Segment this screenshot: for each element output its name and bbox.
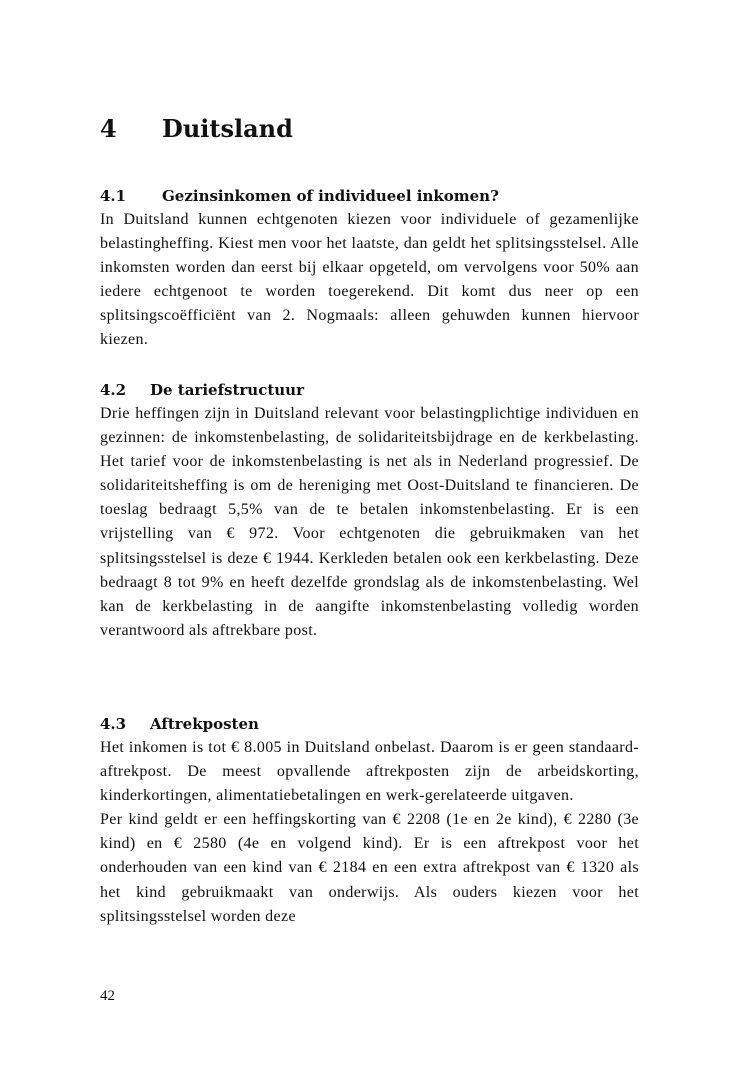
section-heading xyxy=(100,712,639,736)
section-title: De tariefstructuur xyxy=(150,381,304,399)
section-heading xyxy=(100,184,639,208)
section-paragraph: Per kind geldt er een heffingskorting van € 2208 (1e en 2e kind), € 2280 (3e kind) en € 2580 (4e en volgend kind). Er is een aftrekpost voor het onderhouden van een kind van € 2184 en een extra aftrekpost van € 1320 als het kind gebruikmaakt van onderwijs. Als ouders kiezen voor het splitsingsstelsel worden deze xyxy=(100,811,639,925)
section-4-3 xyxy=(100,712,639,929)
section-number: 4.3 xyxy=(100,715,127,733)
section-number: 4.2 xyxy=(100,381,127,399)
section-4-1 xyxy=(100,184,639,353)
section-heading xyxy=(100,378,639,402)
chapter-title: Duitsland xyxy=(162,114,293,143)
page-number: 42 xyxy=(100,988,115,1004)
section-4-2 xyxy=(100,378,639,643)
section-title: Aftrekposten xyxy=(150,715,259,733)
section-paragraph: Drie heffingen zijn in Duitsland relevant voor belastingplichtige individuen en gezinnen: de inkomstenbelasting, de solidariteitsbijdrage en de kerkbelasting. Het tarief voor de inkomstenbelasting is net als in Nederland progressief. De solidariteitsheffing is om de hereniging met Oost-Duitsland te financieren. De toeslag bedraagt 5,5% van de te betalen inkomstenbelasting. Er is een vrijstelling van € 972. Voor echtgenoten die gebruikmaken van het splitsingsstelsel is deze € 1944. Kerkleden betalen ook een kerkbelasting. Deze bedraagt 8 tot 9% en heeft dezelfde grondslag als de inkomstenbelasting. Wel kan de kerkbelasting in de aangifte inkomstenbelasting volledig worden verantwoord als aftrekbare post. xyxy=(100,405,639,639)
section-title: Gezinsinkomen of individueel inkomen? xyxy=(162,187,499,205)
section-number: 4.1 xyxy=(100,187,127,205)
section-paragraph: In Duitsland kunnen echtgenoten kiezen voor individuele of gezamenlijke belastingheffing. Kiest men voor het laatste, dan geldt het splitsingsstelsel. Alle inkomsten worden dan eerst bij elkaar opgeteld, om vervolgens voor 50% aan iedere echtgenoot te worden toegerekend. Dit komt dus neer op een splitsingscoëfficiënt van 2. Nogmaals: alleen gehuwden kunnen hiervoor kiezen. xyxy=(100,211,639,349)
chapter-number: 4 xyxy=(100,114,117,143)
chapter-heading xyxy=(100,114,293,143)
section-paragraph: Het inkomen is tot € 8.005 in Duitsland onbelast. Daarom is er geen standaard-aftrekpost. De meest opvallende aftrekposten zijn de arbeidskorting, kinderkortingen, alimentatiebetalingen en werk-gerelateerde uitgaven. xyxy=(100,739,639,805)
